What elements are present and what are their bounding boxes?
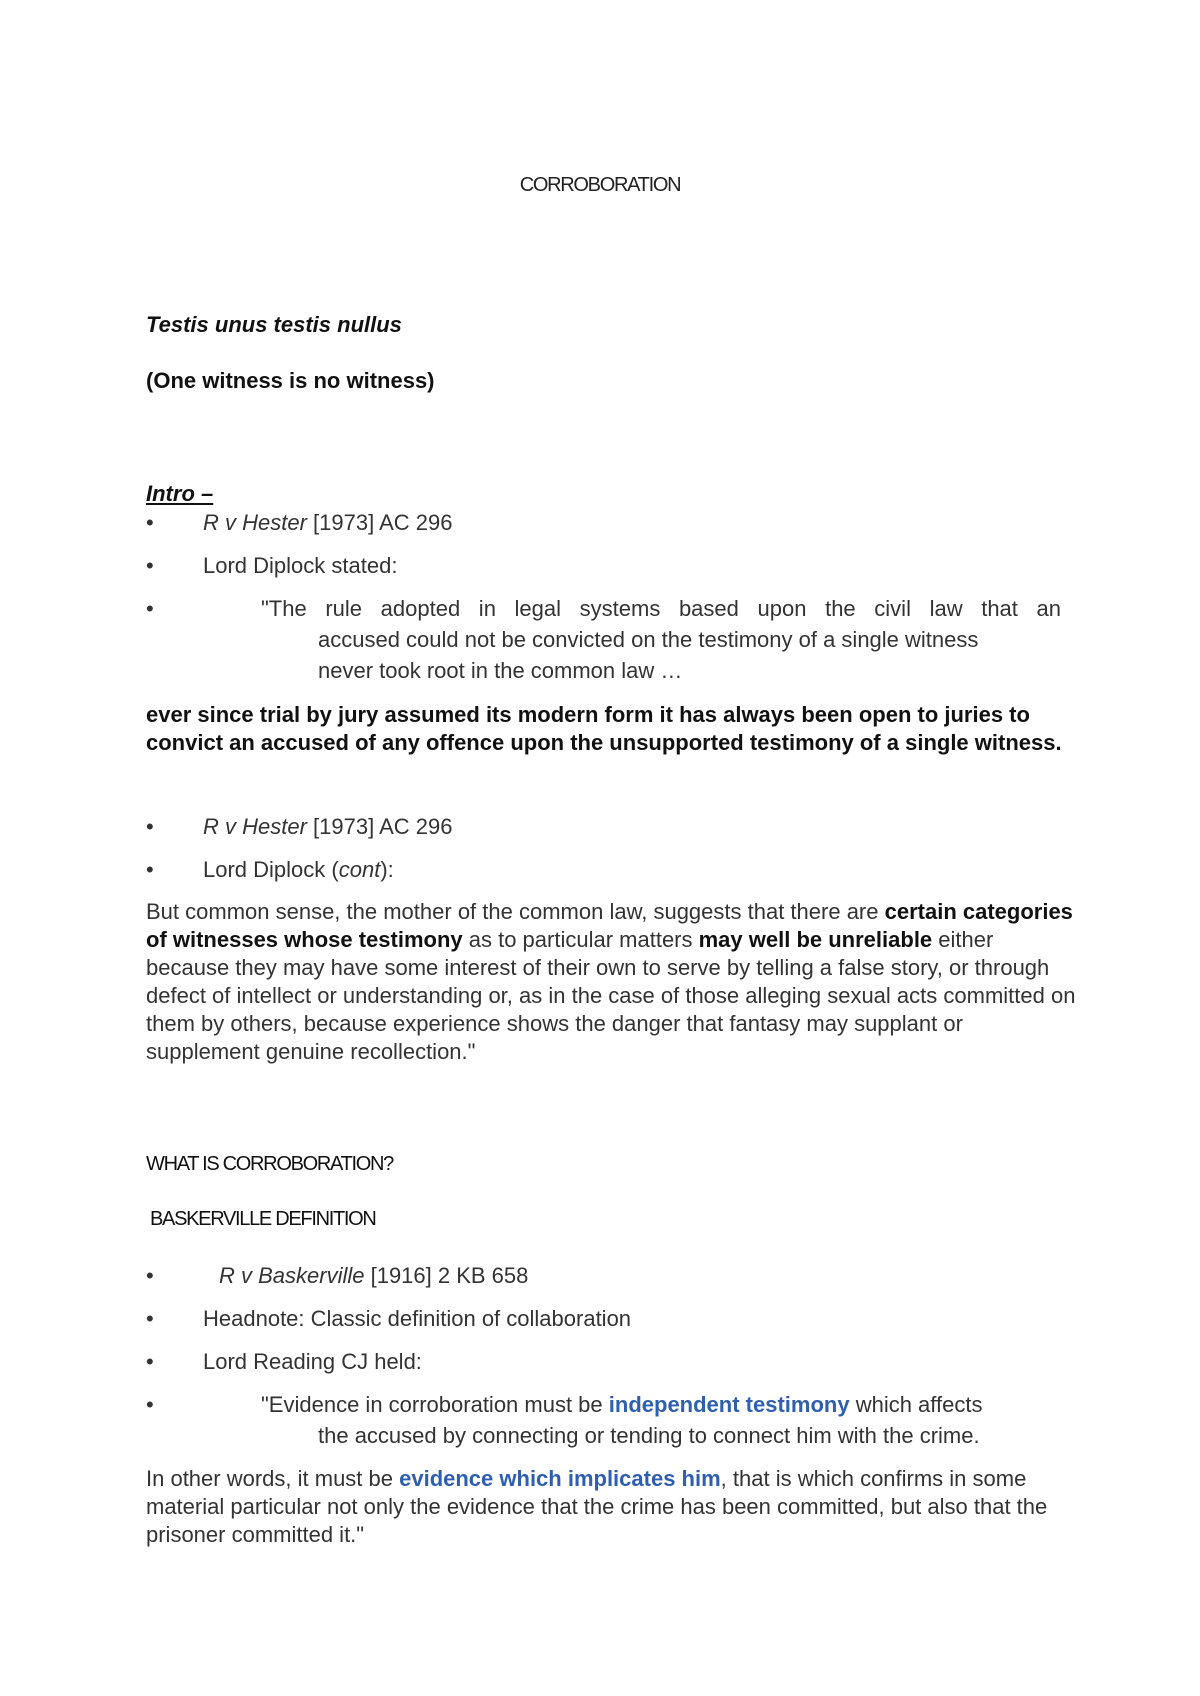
speaker-text-end: ): — [380, 857, 394, 882]
bullet-icon: • — [146, 1263, 154, 1288]
latin-maxim: Testis unus testis nullus — [146, 312, 402, 337]
bullet-icon: • — [146, 1392, 154, 1417]
bullet-icon: • — [146, 510, 154, 535]
speaker-line — [203, 857, 394, 883]
case-name: R v Baskerville — [219, 1263, 365, 1288]
case-citation — [219, 1263, 528, 1289]
speaker-text: Lord Diplock ( — [203, 857, 339, 882]
bold-paragraph: ever since trial by jury assumed its modern form it has always been open to juries to convict an accused of any offence upon the unsupported testimony of a single witness. — [146, 702, 1062, 755]
intro-heading: Intro – — [146, 481, 214, 506]
para-bold: certain categories of witnesses whose testimony — [146, 899, 1073, 952]
quote-line-1 — [261, 1392, 982, 1418]
maxim-translation: (One witness is no witness) — [146, 368, 435, 393]
baskerville-paragraph — [146, 1465, 1076, 1549]
quote-line-3: never took root in the common law … — [318, 658, 683, 683]
case-cite: [1973] AC 296 — [306, 510, 453, 535]
speaker-emphasis: cont — [338, 857, 381, 882]
para-highlight: evidence which implicates him — [399, 1466, 721, 1491]
quote-text: "Evidence in corroboration must be — [261, 1392, 609, 1417]
section-subheading: BASKERVILLE DEFINITION — [150, 1208, 376, 1230]
case-cite: [1916] 2 KB 658 — [364, 1263, 529, 1288]
headnote-text: Headnote: Classic definition of collaboration — [203, 1306, 632, 1331]
para-text: In other words, it must be — [146, 1466, 400, 1491]
bullet-icon: • — [146, 553, 154, 578]
speaker-line: Lord Reading CJ held: — [203, 1349, 422, 1374]
para-text: as to particular matters — [462, 927, 699, 952]
page-title: CORROBORATION — [519, 174, 681, 196]
case-cite: [1973] AC 296 — [306, 814, 453, 839]
para-text: But common sense, the mother of the common law, suggests that there are — [146, 899, 885, 924]
para-text: either because they may have some interest of their own to serve by telling a false story, or through defect of intellect or understanding or, as in the case of those alleging sexual acts committed on them by others, because experience shows the danger that fantasy may supplant or supplement genuine recollection." — [146, 927, 1076, 1064]
case-name: R v Hester — [203, 814, 307, 839]
bullet-icon: • — [146, 857, 154, 882]
para-text: , that is which confirms in some material particular not only the evidence that the crime has been committed, but also that the prisoner committed it." — [146, 1466, 1048, 1547]
quote-line-2: accused could not be convicted on the testimony of a single witness — [318, 627, 979, 652]
section-heading: WHAT IS CORROBORATION? — [146, 1153, 393, 1175]
para-bold: may well be unreliable — [698, 927, 933, 952]
quote-text-end: which affects — [849, 1392, 983, 1417]
bullet-icon: • — [146, 596, 154, 621]
quote-line-2: the accused by connecting or tending to connect him with the crime. — [318, 1423, 980, 1448]
hester-paragraph — [146, 898, 1076, 1066]
case-name: R v Hester — [203, 510, 307, 535]
case-citation — [203, 510, 452, 536]
bullet-icon: • — [146, 814, 154, 839]
quote-line-1: "The rule adopted in legal systems based upon the civil law that an — [261, 596, 1061, 621]
bullet-icon: • — [146, 1306, 154, 1331]
speaker-line: Lord Diplock stated: — [203, 553, 398, 578]
quote-highlight: independent testimony — [608, 1392, 850, 1417]
bullet-icon: • — [146, 1349, 154, 1374]
case-citation — [203, 814, 452, 840]
